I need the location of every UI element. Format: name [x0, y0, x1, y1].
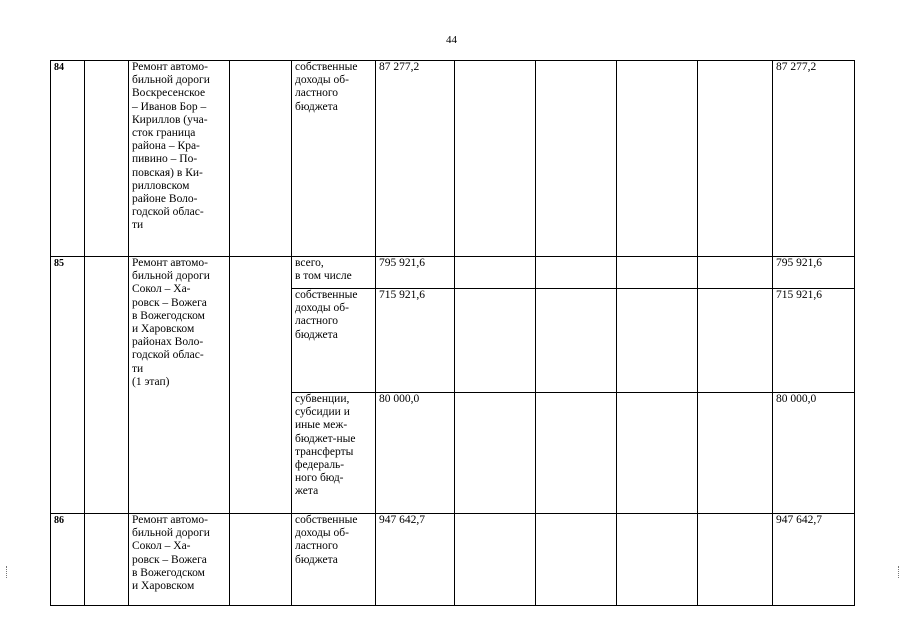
row-number: 86 [51, 514, 85, 606]
row-number: 85 [51, 257, 85, 514]
empty-cell [536, 393, 617, 514]
scan-edge-mark [898, 566, 900, 578]
scan-edge-mark [6, 566, 8, 578]
empty-cell [536, 61, 617, 257]
empty-cell [617, 61, 698, 257]
total-cell: 795 921,6 [773, 257, 855, 289]
amount-cell: 87 277,2 [376, 61, 455, 257]
empty-cell [698, 393, 773, 514]
object-name: Ремонт автомо- бильной дороги Сокол – Ха- ровск – Вожега в Вожегодском и Харовском районах Воло- годской облас- ти (1 этап) [129, 257, 230, 514]
empty-cell [230, 61, 292, 257]
empty-cell [698, 61, 773, 257]
empty-cell [85, 514, 129, 606]
page-number: 44 [446, 34, 457, 46]
funding-source: субвенции, субсидии и иные меж- бюджет-ные трансферты федераль- ного бюд- жета [292, 393, 376, 514]
table-row [51, 61, 855, 257]
empty-cell [698, 289, 773, 393]
empty-cell [455, 61, 536, 257]
empty-cell [617, 289, 698, 393]
funding-source: собственные доходы об- ластного бюджета [292, 61, 376, 257]
empty-cell [617, 257, 698, 289]
table-row [51, 257, 855, 289]
empty-cell [455, 257, 536, 289]
empty-cell [230, 514, 292, 606]
funding-source: всего, в том числе [292, 257, 376, 289]
amount-cell: 80 000,0 [376, 393, 455, 514]
amount-cell: 947 642,7 [376, 514, 455, 606]
funding-source: собственные доходы об- ластного бюджета [292, 514, 376, 606]
amount-cell: 715 921,6 [376, 289, 455, 393]
empty-cell [455, 393, 536, 514]
empty-cell [455, 289, 536, 393]
empty-cell [617, 514, 698, 606]
funding-source: собственные доходы об- ластного бюджета [292, 289, 376, 393]
total-cell: 87 277,2 [773, 61, 855, 257]
empty-cell [617, 393, 698, 514]
empty-cell [85, 257, 129, 514]
object-name: Ремонт автомо- бильной дороги Сокол – Ха- ровск – Вожега в Вожегодском и Харовском [129, 514, 230, 606]
amount-cell: 795 921,6 [376, 257, 455, 289]
empty-cell [85, 61, 129, 257]
total-cell: 80 000,0 [773, 393, 855, 514]
empty-cell [536, 289, 617, 393]
empty-cell [536, 514, 617, 606]
table-row [51, 514, 855, 606]
budget-table [50, 60, 855, 606]
total-cell: 947 642,7 [773, 514, 855, 606]
empty-cell [455, 514, 536, 606]
empty-cell [698, 514, 773, 606]
empty-cell [536, 257, 617, 289]
row-number: 84 [51, 61, 85, 257]
empty-cell [230, 257, 292, 514]
total-cell: 715 921,6 [773, 289, 855, 393]
object-name: Ремонт автомо- бильной дороги Воскресенское – Иванов Бор – Кириллов (уча- сток граница района – Кра- пивино – По- повская) в Ки- рилловском районе Воло- годской облас- ти [129, 61, 230, 257]
empty-cell [698, 257, 773, 289]
